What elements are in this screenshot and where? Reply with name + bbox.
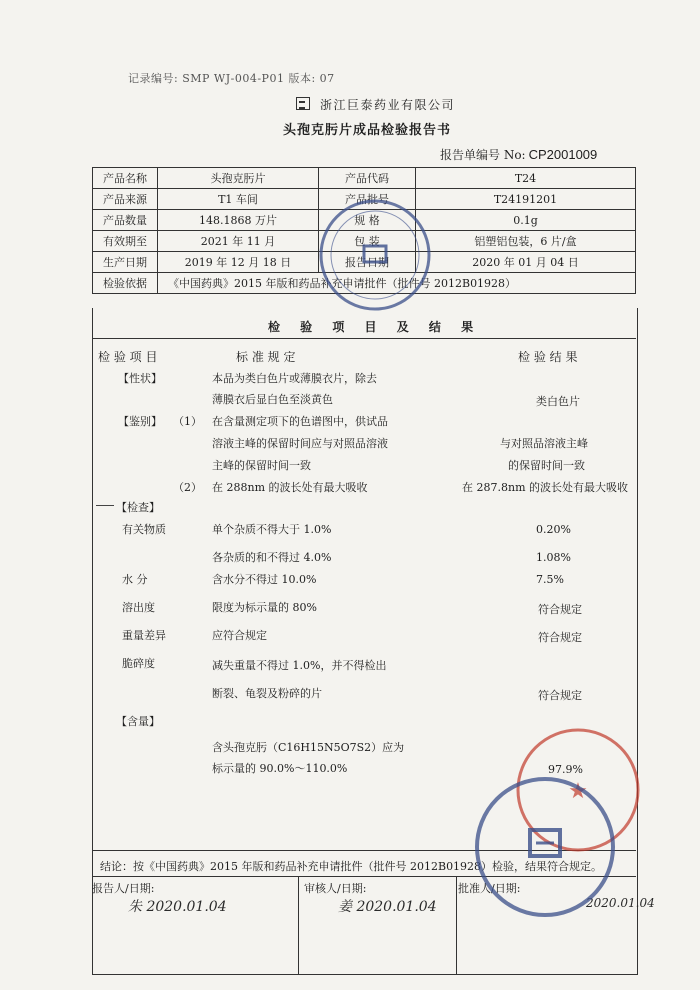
- jianbie-1-number: （1）: [173, 415, 202, 428]
- report-date-value: 2020 年 01 月 04 日: [416, 252, 636, 273]
- signature-separator-2: [456, 876, 457, 974]
- water-std: 含水分不得过 10.0%: [212, 573, 317, 586]
- jianbie-2-std: 在 288nm 的波长处有最大吸收: [212, 481, 368, 494]
- company-name-text: 浙江巨泰药业有限公司: [320, 98, 456, 112]
- dissolution-label: 溶出度: [122, 601, 155, 614]
- mfg-date-label: 生产日期: [93, 252, 158, 273]
- jianbie-1-std-3: 主峰的保留时间一致: [212, 459, 311, 472]
- reporter-label: 报告人/日期:: [92, 882, 155, 895]
- water-label: 水 分: [122, 573, 148, 586]
- company-logo-icon: [296, 97, 310, 110]
- basis-label: 检验依据: [93, 273, 158, 294]
- form-code-line: 记录编号: SMP WJ-004-P01 版本: 07: [128, 72, 335, 85]
- report-number: [440, 146, 597, 163]
- impurity-std-1: 单个杂质不得大于 1.0%: [212, 523, 332, 536]
- conclusion-text: 结论：按《中国药典》2015 年版和药品补充申请批件（批件号 2012B01928）检验，结果符合规定。: [100, 860, 603, 873]
- friability-std-1: 减失重量不得过 1.0%，并不得检出: [212, 659, 387, 672]
- spec-label: 规 格: [319, 210, 416, 231]
- package-value: 铝塑铝包装，6 片/盒: [416, 231, 636, 252]
- xingzhuang-std-2: 薄膜衣后显白色至淡黄色: [212, 393, 333, 406]
- section-divider: [92, 338, 636, 339]
- svg-text:★: ★: [568, 779, 588, 804]
- blue-quality-stamp-icon: [316, 196, 434, 314]
- reviewer-signature: 姜 2020.01.04: [338, 899, 437, 915]
- spec-value: 0.1g: [416, 210, 636, 231]
- quantity-value: 148.1868 万片: [158, 210, 319, 231]
- xingzhuang-std-1: 本品为类白色片或薄膜衣片，除去: [212, 372, 377, 385]
- assay-std-2: 标示量的 90.0%～110.0%: [212, 762, 348, 775]
- source-label: 产品来源: [93, 189, 158, 210]
- jianbie-2-result: 在 287.8nm 的波长处有最大吸收: [462, 481, 628, 494]
- table-row: [93, 168, 636, 189]
- weight-result: 符合规定: [538, 631, 582, 644]
- jianbie-1-std-2: 溶液主峰的保留时间应与对照品溶液: [212, 437, 388, 450]
- xingzhuang-label: 【性状】: [118, 372, 162, 385]
- impurity-label: 有关物质: [122, 523, 166, 536]
- document-title: 头孢克肟片成品检验报告书: [283, 123, 452, 138]
- product-name-value: 头孢克肟片: [158, 168, 319, 189]
- assay-label: 【含量】: [116, 715, 160, 728]
- product-code-label: 产品代码: [319, 168, 416, 189]
- reporter-signature: 朱 2020.01.04: [128, 899, 227, 915]
- approver-label: 批准人/日期:: [458, 882, 521, 895]
- approver-signature: 2020.01.04: [586, 896, 655, 910]
- jiancha-label: 【检查】: [116, 501, 160, 514]
- dissolution-result: 符合规定: [538, 603, 582, 616]
- report-date-label: 报告日期: [319, 252, 416, 273]
- impurity-std-2: 各杂质的和不得过 4.0%: [212, 551, 332, 564]
- batch-value: T24191201: [416, 189, 636, 210]
- assay-std-1: 含头孢克肟（C16H15N5O7S2）应为: [212, 741, 405, 754]
- reviewer-label: 审核人/日期:: [304, 882, 367, 895]
- friability-result: 符合规定: [538, 689, 582, 702]
- jianbie-1-std-1: 在含量测定项下的色谱图中，供试品: [212, 415, 388, 428]
- expiry-value: 2021 年 11 月: [158, 231, 319, 252]
- friability-std-2: 断裂、龟裂及粉碎的片: [212, 687, 322, 700]
- water-result: 7.5%: [536, 573, 564, 586]
- xingzhuang-result: 类白色片: [536, 395, 580, 408]
- package-label: 包 装: [319, 231, 416, 252]
- impurity-result-1: 0.20%: [536, 523, 571, 536]
- weight-label: 重量差异: [122, 629, 166, 642]
- product-name-label: 产品名称: [93, 168, 158, 189]
- column-header-item: 检 验 项 目: [98, 350, 158, 364]
- assay-result: 97.9%: [548, 763, 583, 776]
- quantity-label: 产品数量: [93, 210, 158, 231]
- column-header-result: 检 验 结 果: [518, 350, 578, 364]
- jianbie-label: 【鉴别】: [118, 415, 162, 428]
- dissolution-std: 限度为标示量的 80%: [212, 601, 317, 614]
- friability-label: 脆碎度: [122, 657, 155, 670]
- jianbie-1-result-2: 的保留时间一致: [508, 459, 585, 472]
- batch-label: 产品批号: [319, 189, 416, 210]
- jianbie-2-number: （2）: [173, 481, 202, 494]
- blue-company-stamp-icon: [470, 772, 620, 922]
- section-title: 检 验 项 目 及 结 果: [268, 320, 482, 334]
- signature-separator-1: [298, 876, 299, 974]
- basis-value: 《中国药典》2015 年版和药品补充申请批件（批件号 2012B01928）: [158, 273, 636, 294]
- product-code-value: T24: [416, 168, 636, 189]
- weight-std: 应符合规定: [212, 629, 267, 642]
- jiancha-dash: [96, 505, 114, 506]
- jianbie-1-result-1: 与对照品溶液主峰: [500, 437, 588, 450]
- mfg-date-value: 2019 年 12 月 18 日: [158, 252, 319, 273]
- source-value: T1 车间: [158, 189, 319, 210]
- report-number-value: CP2001009: [528, 147, 598, 162]
- impurity-result-2: 1.08%: [536, 551, 571, 564]
- company-name: [296, 96, 455, 113]
- column-header-standard: 标 准 规 定: [236, 350, 296, 364]
- report-number-label: 报告单编号 No:: [440, 148, 526, 162]
- expiry-label: 有效期至: [93, 231, 158, 252]
